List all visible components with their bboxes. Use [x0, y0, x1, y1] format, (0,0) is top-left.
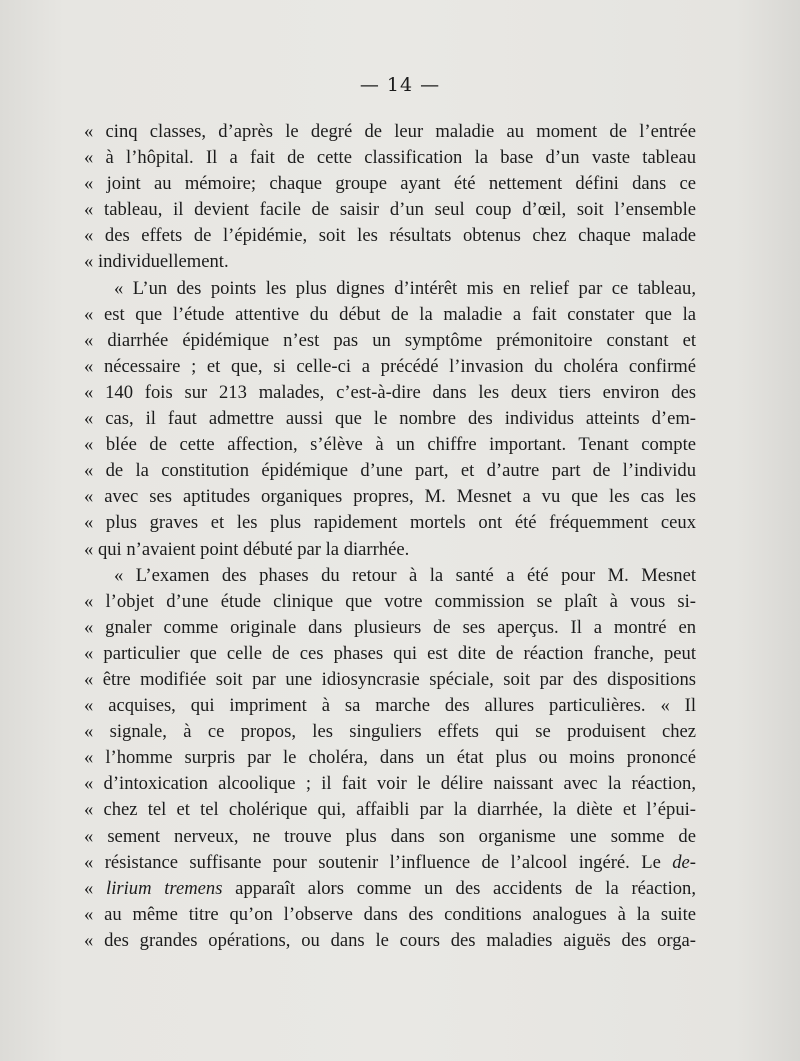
text-span: « résistance suffisante pour soutenir l’influence de l’alcool ingéré. Le	[84, 851, 673, 873]
text-line: « au même titre qu’on l’observe dans des conditions analogues à la suite	[84, 903, 696, 925]
text-line: « signale, à ce propos, les singuliers effets qui se produisent chez	[84, 721, 696, 743]
text-line: « tableau, il devient facile de saisir d’un seul coup d’œil, soit l’ensemble	[84, 199, 696, 221]
text-line: « avec ses aptitudes organiques propres, M. Mesnet a vu que les cas les	[84, 486, 696, 508]
text-line: « être modifiée soit par une idiosyncrasie spéciale, soit par des dispositions	[84, 668, 696, 690]
text-line: « plus graves et les plus rapidement mortels ont été fréquemment ceux	[84, 512, 696, 534]
text-line: « à l’hôpital. Il a fait de cette classification la base d’un vaste tableau	[84, 147, 696, 169]
text-line: « 140 fois sur 213 malades, c’est-à-dire dans les deux tiers environ des	[84, 381, 696, 403]
text-line: « blée de cette affection, s’élève à un chiffre important. Tenant compte	[84, 434, 696, 456]
text-line: « L’examen des phases du retour à la santé a été pour M. Mesnet	[114, 564, 696, 586]
text-line: « est que l’étude attentive du début de la maladie a fait constater que la	[84, 303, 696, 325]
italic-text: lirium tremens	[106, 877, 223, 899]
text-line: « chez tel et tel cholérique qui, affaibli par la diarrhée, la diète et l’épui-	[84, 799, 696, 821]
text-span: «	[84, 877, 107, 899]
text-line: « l’objet d’une étude clinique que votre commission se plaît à vous si-	[84, 590, 696, 612]
body-text	[84, 119, 696, 954]
text-line: « des effets de l’épidémie, soit les résultats obtenus chez chaque malade	[84, 225, 696, 247]
text-line: « nécessaire ; et que, si celle-ci a précédé l’invasion du choléra confirmé	[84, 355, 696, 377]
text-span: apparaît alors comme un des accidents de la réaction,	[222, 877, 696, 899]
text-line: « de la constitution épidémique d’une part, et d’autre part de l’individu	[84, 460, 696, 482]
text-line: « diarrhée épidémique n’est pas un symptôme prémonitoire constant et	[84, 329, 696, 351]
text-line	[84, 876, 696, 902]
text-line: « l’homme surpris par le choléra, dans un état plus ou moins prononcé	[84, 747, 696, 769]
text-line: « particulier que celle de ces phases qui est dite de réaction franche, peut	[84, 642, 696, 664]
text-line: « cinq classes, d’après le degré de leur maladie au moment de l’entrée	[84, 121, 696, 142]
page-number: — 14 —	[359, 74, 441, 96]
text-line: « acquises, qui impriment à sa marche des allures particulières. « Il	[84, 695, 696, 717]
text-line: « qui n’avaient point débuté par la diarrhée.	[84, 538, 410, 560]
italic-text: de-	[672, 851, 696, 873]
text-line: « individuellement.	[84, 251, 229, 273]
text-line: « d’intoxication alcoolique ; il fait voir le délire naissant avec la réaction,	[84, 773, 696, 795]
text-line: « L’un des points les plus dignes d’intérêt mis en relief par ce tableau,	[114, 277, 696, 299]
text-line: « sement nerveux, ne trouve plus dans son organisme une somme de	[84, 825, 696, 847]
text-line: « gnaler comme originale dans plusieurs de ses aperçus. Il a montré en	[84, 616, 696, 638]
text-line: « cas, il faut admettre aussi que le nombre des individus atteints d’em-	[84, 408, 696, 430]
text-line	[84, 850, 696, 876]
text-line: « joint au mémoire; chaque groupe ayant été nettement défini dans ce	[84, 173, 696, 195]
text-line: « des grandes opérations, ou dans le cours des maladies aiguës des orga-	[84, 929, 696, 951]
